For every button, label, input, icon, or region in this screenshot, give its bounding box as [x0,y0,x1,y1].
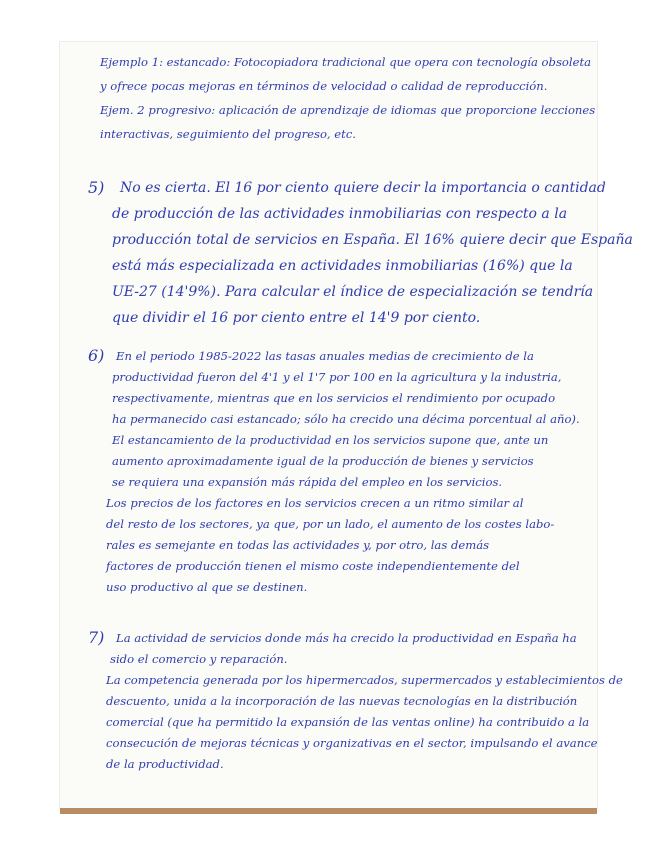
question-number: 5) [88,178,105,197]
text-line: La actividad de servicios donde más ha crecido la productividad en España ha [116,631,577,645]
text-line: Los precios de los factores en los servicios crecen a un ritmo similar al [106,496,524,510]
text-line: del resto de los sectores, ya que, por un lado, el aumento de los costes labo- [106,517,555,531]
text-line: Ejemplo 1: estancado: Fotocopiadora tradicional que opera con tecnología obsoleta [100,55,592,69]
text-line: En el periodo 1985-2022 las tasas anuales medias de crecimiento de la [116,349,534,363]
text-line: rales es semejante en todas las actividades y, por otro, las demás [106,538,490,552]
text-line: La competencia generada por los hipermercados, supermercados y establecimientos de [106,673,623,687]
text-line: interactivas, seguimiento del progreso, etc. [100,127,356,141]
text-line: de producción de las actividades inmobiliarias con respecto a la [112,206,568,222]
text-line: comercial (que ha permitido la expansión de las ventas online) ha contribuido a la [106,715,590,729]
text-line: descuento, unida a la incorporación de las nuevas tecnologías en la distribución [106,694,578,708]
text-line: UE-27 (14'9%). Para calcular el índice de especialización se tendría [112,284,594,300]
text-line: factores de producción tienen el mismo coste independientemente del [106,559,520,573]
text-line: se requiera una expansión más rápida del empleo en los servicios. [112,475,503,489]
text-line: que dividir el 16 por ciento entre el 14'9 por ciento. [112,310,481,326]
text-line: está más especializada en actividades inmobiliarias (16%) que la [112,258,573,274]
text-line: respectivamente, mientras que en los servicios el rendimiento por ocupado [112,391,556,405]
text-line: Ejem. 2 progresivo: aplicación de aprendizaje de idiomas que proporcione lecciones [100,103,596,117]
text-line: sido el comercio y reparación. [110,652,288,666]
paper-sheet [60,42,633,808]
text-line: de la productividad. [106,757,224,771]
text-line: consecución de mejoras técnicas y organizativas en el sector, impulsando el avance [106,736,598,750]
text-line: producción total de servicios en España. El 16% quiere decir que España [112,232,633,248]
text-line: ha permanecido casi estancado; sólo ha crecido una décima porcentual al año). [112,412,580,426]
text-line: No es cierta. El 16 por ciento quiere decir la importancia o cantidad [120,180,606,196]
question-number: 6) [88,346,105,365]
question-number: 7) [88,628,105,647]
text-line: uso productivo al que se destinen. [106,580,308,594]
text-line: aumento aproximadamente igual de la producción de bienes y servicios [112,454,534,468]
text-line: El estancamiento de la productividad en los servicios supone que, ante un [112,433,549,447]
text-line: productividad fueron del 4'1 y el 1'7 por 100 en la agricultura y la industria, [112,370,562,384]
text-line: y ofrece pocas mejoras en términos de velocidad o calidad de reproducción. [100,79,548,93]
